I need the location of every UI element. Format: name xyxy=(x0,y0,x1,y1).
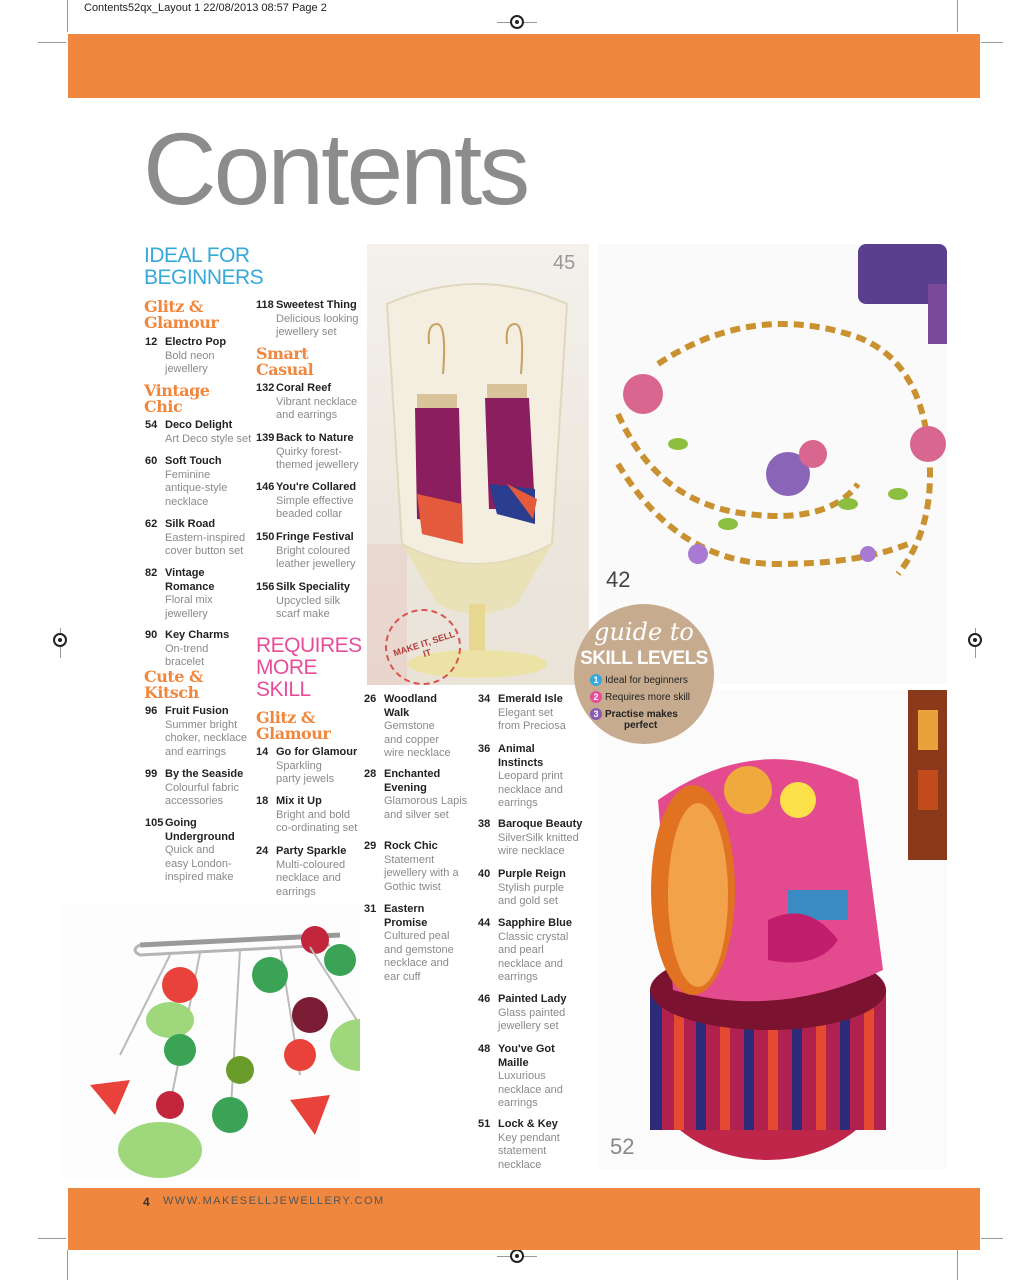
entry-description: statement xyxy=(498,1145,547,1157)
entry-page-number: 139 xyxy=(256,432,275,444)
entry-description: necklace and xyxy=(276,872,341,884)
contents-entry xyxy=(145,629,229,670)
crop-mark xyxy=(957,1250,958,1280)
contents-entry xyxy=(145,518,245,559)
entry-description: and silver set xyxy=(384,808,449,821)
level-badge-1: 1 xyxy=(590,674,602,686)
contents-entry xyxy=(145,705,247,759)
category-glitz-glamour: Glitz & Glamour xyxy=(144,297,219,332)
entry-page-number: 26 xyxy=(364,693,377,705)
contents-entry xyxy=(256,581,350,622)
entry-description: easy London- xyxy=(165,857,232,870)
entry-title-cont: Maille xyxy=(498,1056,529,1069)
entry-description: Elegant set xyxy=(498,706,554,719)
contents-entry xyxy=(256,299,359,340)
entry-description: Gothic twist xyxy=(384,880,441,893)
entry-description: Vibrant necklace xyxy=(276,395,358,408)
entry-description: antique-style xyxy=(165,482,228,494)
contents-entry xyxy=(145,817,235,885)
entry-description: earrings xyxy=(498,971,538,983)
entry-page-number: 36 xyxy=(478,743,491,755)
contents-entry xyxy=(145,336,226,377)
entry-description: SilverSilk knitted xyxy=(498,831,579,844)
contents-entry xyxy=(478,743,563,811)
entry-description: themed jewellery xyxy=(276,459,359,471)
entry-page-number: 156 xyxy=(256,581,275,593)
contents-entry xyxy=(364,693,451,761)
entry-title: You're Collared xyxy=(276,481,357,493)
contents-entry xyxy=(256,481,356,522)
entry-description: necklace and xyxy=(498,957,563,970)
entry-description: Delicious looking xyxy=(276,312,359,325)
entry-page-number: 14 xyxy=(256,746,269,758)
entry-description: Colourful fabric xyxy=(165,781,239,794)
contents-entry xyxy=(478,993,566,1034)
contents-entry xyxy=(364,840,459,894)
fruit-charms-illustration xyxy=(60,905,360,1180)
entry-title: Woodland xyxy=(384,693,437,705)
entry-title: Enchanted xyxy=(384,768,441,780)
entry-title: Sapphire Blue xyxy=(498,917,572,929)
bangle-photo xyxy=(598,690,947,1170)
entry-title: Fringe Festival xyxy=(276,531,354,543)
entry-description: earrings xyxy=(276,885,316,898)
entry-description: jewellery xyxy=(165,607,208,620)
entry-description: Bold neon xyxy=(165,349,215,362)
entry-title: Animal xyxy=(498,743,535,755)
entry-description: necklace and xyxy=(498,783,563,796)
entry-page-number: 29 xyxy=(364,840,377,852)
copyright-stamp: MAKE IT, SELL IT xyxy=(375,599,471,685)
entry-description: wire necklace xyxy=(384,747,451,759)
entry-description: earrings xyxy=(498,797,538,809)
entry-page-number: 118 xyxy=(256,299,274,311)
contents-entry xyxy=(256,746,357,787)
entry-page-number: 31 xyxy=(364,903,377,915)
registration-mark xyxy=(510,15,524,29)
entry-title: You've Got xyxy=(498,1043,555,1055)
contents-entry xyxy=(478,1118,560,1172)
entry-description: Eastern-inspired xyxy=(165,531,246,544)
entry-description: jewellery with a xyxy=(384,867,459,879)
entry-title: Deco Delight xyxy=(165,419,233,431)
entry-description: jewellery xyxy=(165,363,208,375)
category-glitz-glamour-skill: Glitz & Glamour xyxy=(256,708,331,743)
entry-description: Multi-coloured xyxy=(276,858,346,871)
entry-title: By the Seaside xyxy=(165,768,244,780)
contents-entry xyxy=(364,768,467,822)
entry-page-number: 132 xyxy=(256,382,275,394)
registration-mark xyxy=(53,633,67,647)
entry-page-number: 48 xyxy=(478,1043,491,1055)
contents-entry xyxy=(256,432,359,473)
entry-description: and copper xyxy=(384,733,440,746)
entry-description: leather jewellery xyxy=(276,558,356,570)
page-number: 4 xyxy=(143,1195,150,1209)
entry-description: accessories xyxy=(165,795,224,807)
category-vintage-chic: Vintage Chic xyxy=(144,381,210,416)
entry-description: choker, necklace xyxy=(165,732,247,744)
entry-description: Stylish purple xyxy=(498,881,565,894)
entry-description: necklace xyxy=(165,495,209,508)
entry-description: earrings xyxy=(498,1097,538,1109)
entry-title-cont: Walk xyxy=(384,706,410,719)
entry-description: Quick and xyxy=(165,844,215,856)
entry-page-number: 150 xyxy=(256,531,275,543)
skill-level-2: 2 Requires more skill xyxy=(590,691,690,703)
entry-description: Sparkling xyxy=(276,759,322,772)
skill-title: SKILL LEVELS xyxy=(580,648,708,669)
skill-guide-label: guide to xyxy=(594,618,694,646)
contents-entry xyxy=(256,795,357,836)
contents-entry xyxy=(145,455,227,509)
entry-page-number: 90 xyxy=(145,629,158,641)
entry-description: Classic crystal xyxy=(498,930,569,943)
entry-description: Luxurious xyxy=(498,1070,546,1082)
entry-page-number: 54 xyxy=(145,419,158,431)
entry-description: inspired make xyxy=(165,871,234,883)
entry-title: Rock Chic xyxy=(384,840,438,852)
entry-title: Fruit Fusion xyxy=(165,705,229,717)
entry-page-number: 44 xyxy=(478,917,491,929)
entry-page-number: 46 xyxy=(478,993,491,1005)
contents-entry xyxy=(256,531,355,572)
crop-mark xyxy=(981,42,1003,43)
entry-title-cont: Evening xyxy=(384,781,427,794)
entry-title-cont: Romance xyxy=(165,580,215,593)
page-title: Contents xyxy=(143,112,528,226)
contents-entry xyxy=(478,1043,563,1111)
crop-mark xyxy=(957,0,958,32)
entry-title: Soft Touch xyxy=(165,455,222,467)
entry-title: Back to Nature xyxy=(276,432,354,444)
level-badge-2: 2 xyxy=(590,691,602,703)
entry-description: bracelet xyxy=(165,656,205,668)
entry-description: Art Deco style set xyxy=(165,432,252,445)
skill-level-3-cont: perfect xyxy=(624,720,658,731)
entry-description: On-trend xyxy=(165,642,209,655)
section-heading-beginners: IDEAL FOR BEGINNERS xyxy=(144,244,264,289)
entry-description: scarf make xyxy=(276,608,330,620)
entry-page-number: 146 xyxy=(256,481,275,493)
entry-title: Going xyxy=(165,817,197,829)
entry-description: wire necklace xyxy=(498,845,565,857)
entry-description: necklace and xyxy=(498,1083,563,1096)
entry-page-number: 18 xyxy=(256,795,269,807)
contents-entry xyxy=(145,768,243,809)
entry-description: and earrings xyxy=(276,409,338,421)
entry-title: Go for Glamour xyxy=(276,746,358,758)
entry-description: Cultured peal xyxy=(384,930,450,942)
registration-mark xyxy=(968,633,982,647)
entry-page-number: 96 xyxy=(145,705,158,717)
contents-entry xyxy=(256,382,357,423)
contents-entry xyxy=(145,419,251,446)
entry-description: and earrings xyxy=(165,745,227,758)
entry-description: Key pendant xyxy=(498,1131,560,1144)
entry-description: necklace and xyxy=(384,957,449,969)
crop-mark xyxy=(67,1250,68,1280)
entry-title: Party Sparkle xyxy=(276,845,347,857)
entry-description: jewellery set xyxy=(498,1020,559,1032)
entry-page-number: 82 xyxy=(145,567,158,579)
entry-title: Eastern xyxy=(384,903,425,915)
entry-description: Simple effective xyxy=(276,494,354,507)
entry-description: Bright and bold xyxy=(276,808,350,821)
contents-entry xyxy=(478,868,566,909)
entry-description: and pearl xyxy=(498,944,544,956)
crop-mark xyxy=(38,1238,66,1239)
earrings-photo xyxy=(367,244,589,685)
entry-page-number: 24 xyxy=(256,845,269,857)
entry-description: party jewels xyxy=(276,773,335,785)
entry-title-cont: Underground xyxy=(165,830,235,843)
entry-description: ear cuff xyxy=(384,970,421,983)
entry-title: Emerald Isle xyxy=(498,693,563,705)
contents-entry xyxy=(364,903,454,984)
entry-description: co-ordinating set xyxy=(276,822,358,834)
contents-entry xyxy=(256,845,346,899)
crop-mark xyxy=(67,0,68,32)
website-url: WWW.MAKESELLJEWELLERY.COM xyxy=(163,1195,385,1207)
entry-description: Glass painted xyxy=(498,1006,566,1019)
entry-page-number: 28 xyxy=(364,768,377,780)
entry-title: Baroque Beauty xyxy=(498,818,583,830)
entry-description: Bright coloured xyxy=(276,544,350,557)
contents-entry xyxy=(145,567,215,621)
skill-levels-badge xyxy=(574,604,714,744)
entry-title: Key Charms xyxy=(165,629,230,641)
entry-page-number: 40 xyxy=(478,868,491,880)
crop-mark xyxy=(981,1238,1003,1239)
entry-title: Vintage xyxy=(165,567,205,579)
skill-level-1: 1 Ideal for beginners xyxy=(590,674,688,686)
section-heading-more-skill: REQUIRES MORE SKILL xyxy=(256,634,362,701)
photo-page-number: 52 xyxy=(610,1134,635,1159)
entry-title-cont: Instincts xyxy=(498,756,544,769)
photo-page-number: 42 xyxy=(606,567,631,592)
entry-description: Quirky forest- xyxy=(276,445,343,458)
entry-description: Statement xyxy=(384,853,435,866)
entry-title: Silk Road xyxy=(165,518,216,530)
skill-level-3: 3 Practise makes xyxy=(590,708,678,720)
printer-slug: Contents52qx_Layout 1 22/08/2013 08:57 Page 2 xyxy=(84,2,327,14)
entry-page-number: 62 xyxy=(145,518,158,530)
registration-mark xyxy=(510,1249,524,1263)
level-badge-3: 3 xyxy=(590,708,602,720)
crop-mark xyxy=(38,42,66,43)
entry-page-number: 99 xyxy=(145,768,158,780)
entry-description: necklace xyxy=(498,1158,542,1171)
entry-description: Floral mix xyxy=(165,594,213,606)
entry-title: Electro Pop xyxy=(165,336,227,348)
entry-description: and gemstone xyxy=(384,943,454,956)
category-cute-kitsch: Cute & Kitsch xyxy=(144,667,203,702)
entry-title-cont: Promise xyxy=(384,916,428,929)
entry-description: Feminine xyxy=(165,468,211,481)
photo-page-number: 45 xyxy=(553,252,576,274)
bangle-illustration xyxy=(598,690,947,1170)
fruit-charms-photo xyxy=(60,905,360,1180)
category-smart-casual: Smart Casual xyxy=(256,344,314,379)
entry-title: Purple Reign xyxy=(498,868,566,880)
entry-page-number: 51 xyxy=(478,1118,491,1130)
entry-description: and gold set xyxy=(498,895,558,907)
top-banner xyxy=(68,34,980,98)
entry-title: Mix it Up xyxy=(276,795,322,807)
entry-page-number: 34 xyxy=(478,693,491,705)
entry-description: cover button set xyxy=(165,545,244,557)
contents-entry xyxy=(478,917,572,985)
entry-page-number: 38 xyxy=(478,818,491,830)
entry-title: Sweetest Thing xyxy=(276,299,357,311)
entry-page-number: 12 xyxy=(145,336,158,348)
entry-description: beaded collar xyxy=(276,508,343,520)
entry-description: Gemstone xyxy=(384,720,435,732)
entry-title: Lock & Key xyxy=(498,1118,558,1130)
entry-description: Summer bright xyxy=(165,718,238,731)
entry-description: from Preciosa xyxy=(498,720,566,732)
entry-page-number: 105 xyxy=(145,817,164,829)
contents-entry xyxy=(478,818,582,859)
contents-entry xyxy=(478,693,566,734)
entry-title: Coral Reef xyxy=(276,382,332,394)
entry-page-number: 60 xyxy=(145,455,158,467)
entry-description: Glamorous Lapis xyxy=(384,795,468,807)
entry-description: Upcycled silk xyxy=(276,594,341,607)
entry-title: Silk Speciality xyxy=(276,581,350,593)
entry-description: Leopard print xyxy=(498,770,563,782)
entry-description: jewellery set xyxy=(276,326,337,338)
entry-title: Painted Lady xyxy=(498,993,567,1005)
